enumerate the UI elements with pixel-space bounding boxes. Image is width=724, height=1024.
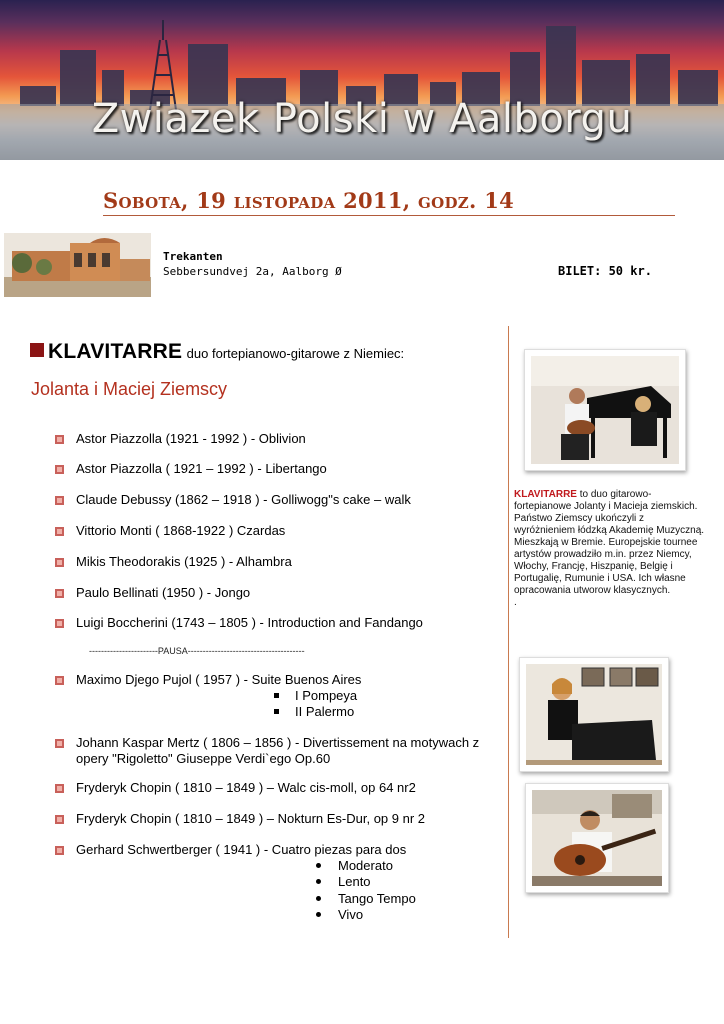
banner-title: Zwiazek Polski w Aalborgu: [91, 96, 633, 142]
program-item-text: Mikis Theodorakis (1925 ) - Alhambra: [76, 554, 292, 569]
guitarist-photo: [525, 783, 669, 893]
program-item-text: Astor Piazzolla ( 1921 – 1992 ) - Libertango: [76, 461, 327, 476]
round-bullet-icon: [316, 879, 321, 884]
flower-bullet-icon: [54, 675, 65, 686]
flower-bullet-icon: [54, 464, 65, 475]
ticket-price: BILET: 50 kr.: [558, 264, 652, 278]
program-subitem: Moderato: [338, 858, 393, 873]
program-subitem: II Palermo: [295, 704, 355, 719]
square-bullet-icon: [30, 343, 44, 357]
round-bullet-icon: [316, 896, 321, 901]
flower-bullet-icon: [54, 845, 65, 856]
flower-bullet-icon: [54, 588, 65, 599]
program-item-text: Johann Kaspar Mertz ( 1806 – 1856 ) - Divertissement na motywach z: [76, 735, 480, 750]
round-bullet-icon: [316, 912, 321, 917]
header-banner: [0, 0, 724, 160]
venue-address: Sebbersundvej 2a, Aalborg Ø: [163, 265, 342, 278]
flower-bullet-icon: [54, 434, 65, 445]
ensemble-description-text: [514, 489, 706, 609]
ensemble-description: duo fortepianowo-gitarowe z Niemiec:: [186, 346, 405, 361]
square-bullet-icon: [274, 709, 279, 714]
program-item-text: Luigi Boccherini (1743 – 1805 ) - Introduction and Fandango: [76, 615, 423, 630]
venue-photo: [4, 233, 151, 297]
program-subitem: I Pompeya: [295, 688, 358, 703]
program-subitem: Vivo: [338, 907, 364, 922]
flower-bullet-icon: [54, 526, 65, 537]
program-item-text: Gerhard Schwertberger ( 1941 ) - Cuatro piezas para dos: [76, 842, 407, 857]
flower-bullet-icon: [54, 783, 65, 794]
program-subitem: Lento: [338, 874, 371, 889]
program-item-text: Maximo Djego Pujol ( 1957 ) - Suite Buenos Aires: [76, 672, 362, 687]
program-item-text: Claude Debussy (1862 – 1918 ) - Golliwogg"s cake – walk: [76, 492, 411, 507]
flower-bullet-icon: [54, 557, 65, 568]
performers-names: Jolanta i Maciej Ziemscy: [31, 379, 228, 399]
column-divider: [508, 326, 509, 938]
pianist-photo: [519, 657, 669, 772]
concert-headline: [30, 340, 404, 364]
ensemble-name: KLAVITARRE: [48, 340, 183, 363]
program-item-text: Fryderyk Chopin ( 1810 – 1849 ) – Nokturn Es-Dur, op 9 nr 2: [76, 811, 426, 826]
intermission-separator: -----------------------PAUSA---------------------------------------: [89, 646, 305, 656]
trailing-dot: .: [514, 597, 517, 608]
ensemble-name-highlight: KLAVITARRE: [514, 489, 577, 500]
duo-photo: [524, 349, 686, 471]
ensemble-bio: to duo gitarowo-fortepianowe Jolanty i Macieja ziemskich. Państwo Ziemscy ukończyli z wyróżnieniem łódzką Akademię Muzyczną. Mieszkają w Bremie. Europejskie tournee artystów prowadziło m.in. przez Niemcy, Włochy, Francję, Hiszpanię, Belgię i Portugalię, Rumunie i USA. Ich własne opracowania utworow klasycznych.: [514, 489, 705, 596]
program-subitem: Tango Tempo: [338, 891, 416, 906]
event-date-heading: Sobota, 19 listopada 2011, godz. 14: [103, 188, 515, 213]
program-item-text: Fryderyk Chopin ( 1810 – 1849 ) – Walc cis-moll, op 64 nr2: [76, 780, 416, 795]
program-item-text: Paulo Bellinati (1950 ) - Jongo: [76, 585, 251, 600]
program-item-text-continued: opery "Rigoletto" Giuseppe Verdi`ego Op.60: [76, 751, 331, 766]
flower-bullet-icon: [54, 814, 65, 825]
venue-name: Trekanten: [163, 250, 223, 263]
round-bullet-icon: [316, 863, 321, 868]
heading-divider: [103, 215, 675, 216]
flower-bullet-icon: [54, 618, 65, 629]
program-item-text: Astor Piazzolla (1921 - 1992 ) - Oblivion: [76, 431, 306, 446]
square-bullet-icon: [274, 693, 279, 698]
program-item-text: Vittorio Monti ( 1868-1922 ) Czardas: [76, 523, 286, 538]
flower-bullet-icon: [54, 738, 65, 749]
flower-bullet-icon: [54, 495, 65, 506]
